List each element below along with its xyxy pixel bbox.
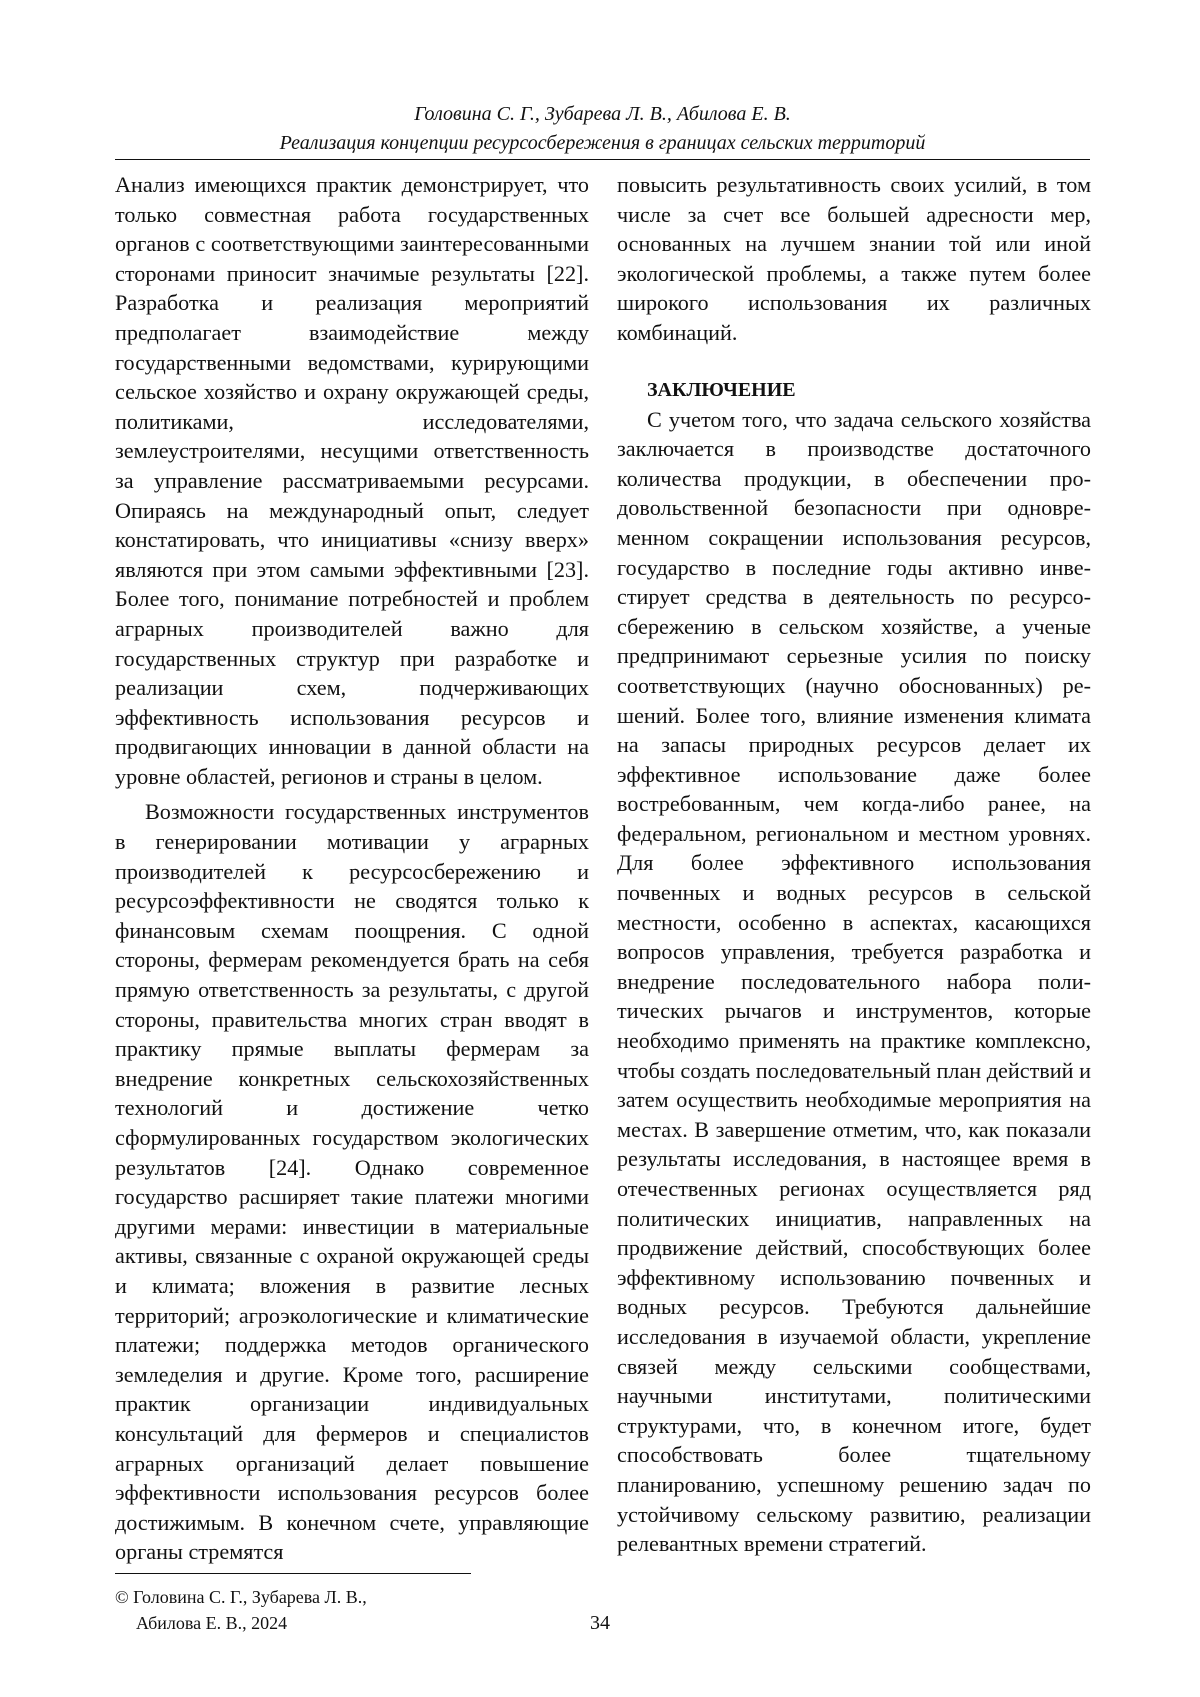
running-header xyxy=(115,100,1090,158)
right-column xyxy=(617,170,1091,1559)
body-paragraph: Возможности государственных инструментов в генерировании мотивации у аграрных производителей к ресурсосбережению и ресурсоэффективности не сводятся только к финансовым схемам поощрения. С одной стороны, фермерам рекомендуется брать на себя прямую ответственность за результаты, с другой стороны, правительства многих стран вводят в практику прямые выплаты фермерам за внедрение конкретных сельскохозяйственных технологий и достижение четко сформулированных государством экологических результатов [24]. Однако современное государство расширяет такие платежи многими другими мерами: инвестиции в материальные активы, связанные с охраной окружающей среды и климата; вложения в развитие лесных территорий; агроэкологические и климатические платежи; поддержка методов органического земледелия и другие. Кроме того, расширение практик организации индивидуальных консультаций для фермеров и специалистов аграрных организаций делает повышение эффективности использования ресурсов более достижимым. В конечном счете, управляющие органы стремятся xyxy=(115,799,589,1565)
body-paragraph: С учетом того, что задача сельского хозяйства заключается в производстве достаточного количества продукции, в обеспечении продовольственной безопасности при одновременном сокращении использования ресурсов, государство в последние годы активно инвестирует средства в деятельность по ресурсосбережению в сельском хозяйстве, а ученые предпринимают серьезные усилия по поиску соответствующих (научно обоснованных) решений. Более того, влияние изменения климата на запасы природных ресурсов делает их эффективное использование даже более востребованным, чем когда-либо ранее, на федеральном, региональном и местном уровнях. Для более эффективного использования почвенных и водных ресурсов в сельской местности, особенно в аспектах, касающихся вопросов управления, требуется разработка и внедрение последовательного набора политических рычагов и инструментов, которые необходимо применять на практике комплексно, чтобы создать последовательный план действий и затем осуществить необходимые мероприятия на местах. В завершение отметим, что, как показали результаты исследования, в настоящее время в отечественных регионах осуществляется ряд политических инициатив, направленных на продвижение действий, способствующих более эффективному использованию почвенных и водных ресурсов. Требуются дальнейшие исследования в изучаемой области, укрепление связей между сельскими сообществами, научными институтами, политическими структурами, что, в конечном итоге, будет способствовать более тщательному планированию, успешному решению задач по устойчивому сельскому развитию, реализации релевантных времени стратегий. xyxy=(617,406,1091,1557)
page-number: 34 xyxy=(590,1612,610,1634)
copyright-footnote xyxy=(115,1584,367,1636)
left-column xyxy=(115,170,589,1567)
footnote-line: © Головина С. Г., Зубарева Л. В., xyxy=(115,1587,367,1607)
body-paragraph: Анализ имеющихся практик демонстрирует, что только совместная работа государственных органов с соответствующими заинтересованными сторонами приносит значимые результаты [22]. Разработка и реализация мероприятий предполагает взаимодействие между государственными ведомствами, курирующими сельское хозяйство и охрану окружающей среды, политиками, исследователями, землеустроителями, несущими ответственность за управление рассматриваемыми ресурсами. Опираясь на международный опыт, следует констатировать, что инициативы «снизу вверх» являются при этом самыми эффективными [23]. Более того, понимание потребностей и проблем аграрных производителей важно для государственных структур при разработке и реализации схем, подчерживающих эффективность использования ресурсов и продвигающих инновации в данной области на уровне областей, регионов и страны в целом. xyxy=(115,172,589,789)
footnote-line: Абилова Е. В., 2024 xyxy=(136,1613,288,1633)
header-authors: Головина С. Г., Зубарева Л. В., Абилова Е. В. xyxy=(414,103,791,125)
section-heading: ЗАКЛЮЧЕНИЕ xyxy=(647,378,796,401)
header-rule xyxy=(115,159,1090,160)
header-article-title: Реализация концепции ресурсосбережения в границах сельских территорий xyxy=(279,132,926,154)
body-paragraph: повысить результативность своих усилий, в том числе за счет все большей адресности мер, основанных на лучшем знании той или иной экологической проблемы, а также путем более широкого использования их различных комбинаций. xyxy=(617,172,1091,345)
footnote-rule xyxy=(115,1573,471,1574)
